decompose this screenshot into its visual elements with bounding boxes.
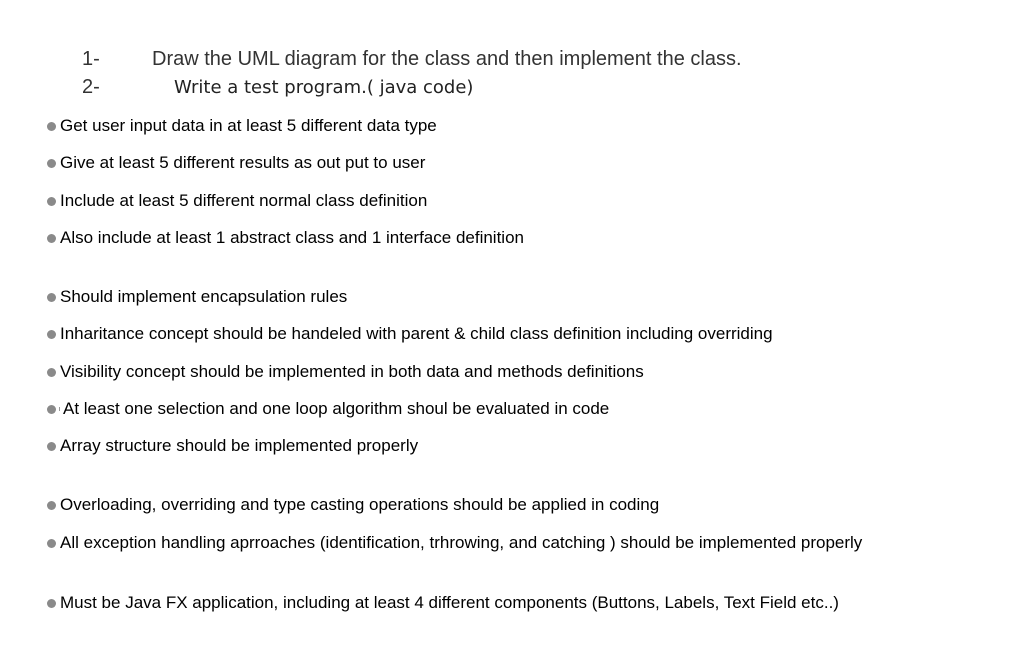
item-number: 2- bbox=[82, 76, 100, 98]
bullet-item bbox=[47, 228, 524, 248]
bullet-text: Give at least 5 different results as out put to user bbox=[60, 153, 426, 172]
bullet-dot-icon bbox=[47, 368, 56, 377]
bullet-text: All exception handling aprroaches (identification, trhrowing, and catching ) should be implemented properly bbox=[60, 533, 863, 552]
bullet-item bbox=[47, 436, 418, 456]
bullet-item bbox=[47, 191, 427, 211]
bullet-item bbox=[47, 533, 862, 553]
item-text: Write a test program.( java code) bbox=[174, 77, 474, 98]
bullet-dot-icon bbox=[47, 405, 56, 414]
bullet-dot-icon bbox=[47, 330, 56, 339]
bullet-dot-icon bbox=[47, 159, 56, 168]
item-number: 1- bbox=[82, 48, 100, 70]
bullet-text: Also include at least 1 abstract class and 1 interface definition bbox=[60, 228, 524, 247]
bullet-dot-icon bbox=[47, 501, 56, 510]
bullet-dot-icon bbox=[47, 234, 56, 243]
bullet-text: Overloading, overriding and type casting operations should be applied in coding bbox=[60, 495, 660, 514]
item-text: Draw the UML diagram for the class and then implement the class. bbox=[152, 48, 742, 70]
bullet-item bbox=[47, 324, 773, 344]
bullet-item bbox=[47, 116, 437, 136]
bullet-text: Must be Java FX application, including at least 4 different components (Buttons, Labels, Text Field etc..) bbox=[60, 593, 839, 612]
bullet-text: Visibility concept should be implemented in both data and methods definitions bbox=[60, 362, 644, 381]
bullet-item bbox=[47, 362, 644, 382]
bullet-item bbox=[47, 153, 425, 173]
bullet-text: Get user input data in at least 5 different data type bbox=[60, 116, 437, 135]
bullet-text: Inharitance concept should be handeled with parent & child class definition including overriding bbox=[60, 324, 773, 343]
bullet-text: Array structure should be implemented properly bbox=[60, 436, 419, 455]
bullet-text: At least one selection and one loop algorithm shoul be evaluated in code bbox=[63, 399, 610, 418]
bullet-dot-icon bbox=[47, 599, 56, 608]
bullet-dot-icon bbox=[47, 293, 56, 302]
bullet-text: Include at least 5 different normal class definition bbox=[60, 191, 428, 210]
bullet-dot-icon bbox=[47, 442, 56, 451]
bullet-dot-icon bbox=[47, 122, 56, 131]
tick-mark-icon bbox=[59, 407, 60, 411]
bullet-dot-icon bbox=[47, 539, 56, 548]
bullet-dot-icon bbox=[47, 197, 56, 206]
bullet-item bbox=[47, 593, 839, 613]
bullet-item bbox=[47, 399, 609, 419]
bullet-item bbox=[47, 495, 659, 515]
bullet-item bbox=[47, 287, 347, 307]
bullet-text: Should implement encapsulation rules bbox=[60, 287, 348, 306]
